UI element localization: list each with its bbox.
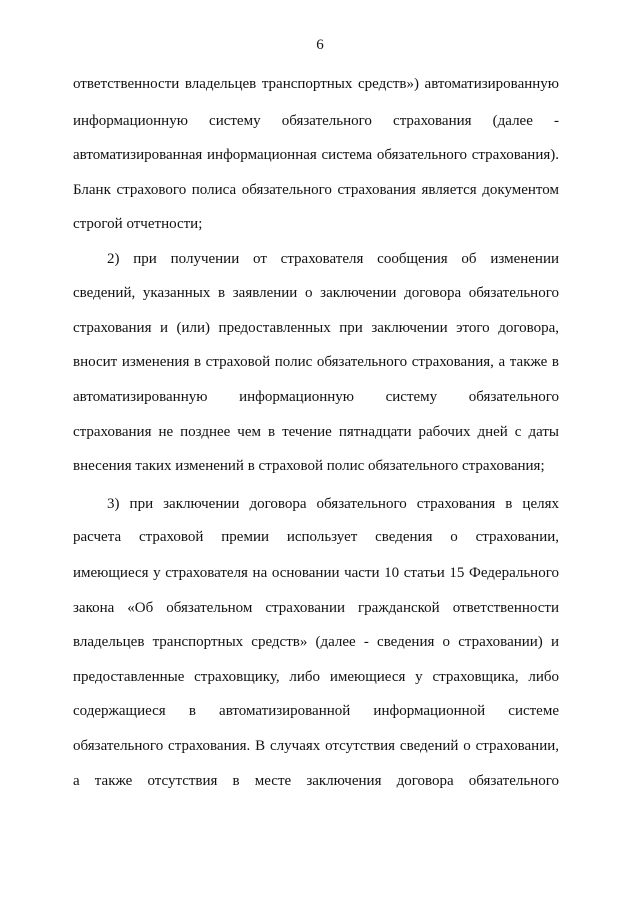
text-line: страхования и (или) предоставленных при заключении этого договора,	[73, 320, 559, 336]
text-line: закона «Об обязательном страховании гражданской ответственности	[73, 600, 559, 616]
text-line: автоматизированную информационную систему обязательного	[73, 389, 559, 405]
text-line: строгой отчетности;	[73, 216, 203, 232]
text-line: 3) при заключении договора обязательного страхования в целях	[107, 496, 559, 512]
text-line: расчета страховой премии использует сведения о страховании,	[73, 529, 559, 545]
text-line: имеющиеся у страхователя на основании части 10 статьи 15 Федерального	[73, 565, 559, 581]
text-line: обязательного страхования. В случаях отсутствия сведений о страховании,	[73, 738, 559, 754]
text-line: сведений, указанных в заявлении о заключении договора обязательного	[73, 285, 559, 301]
text-line: внесения таких изменений в страховой полис обязательного страхования;	[73, 458, 545, 474]
page-number: 6	[316, 37, 324, 53]
text-line: вносит изменения в страховой полис обязательного страхования, а также в	[73, 354, 559, 370]
text-line: а также отсутствия в месте заключения договора обязательного	[73, 773, 559, 789]
text-line: содержащиеся в автоматизированной информационной системе	[73, 703, 559, 719]
text-line: владельцев транспортных средств» (далее - сведения о страховании) и	[73, 634, 559, 650]
text-line: предоставленные страховщику, либо имеющиеся у страховщика, либо	[73, 669, 559, 685]
text-line: информационную систему обязательного страхования (далее -	[73, 113, 559, 129]
text-line: страхования не позднее чем в течение пятнадцати рабочих дней с даты	[73, 424, 559, 440]
text-line: автоматизированная информационная система обязательного страхования).	[73, 147, 559, 163]
text-line: Бланк страхового полиса обязательного страхования является документом	[73, 182, 559, 198]
text-line: 2) при получении от страхователя сообщения об изменении	[107, 251, 559, 267]
text-line: ответственности владельцев транспортных средств») автоматизированную	[73, 76, 559, 92]
